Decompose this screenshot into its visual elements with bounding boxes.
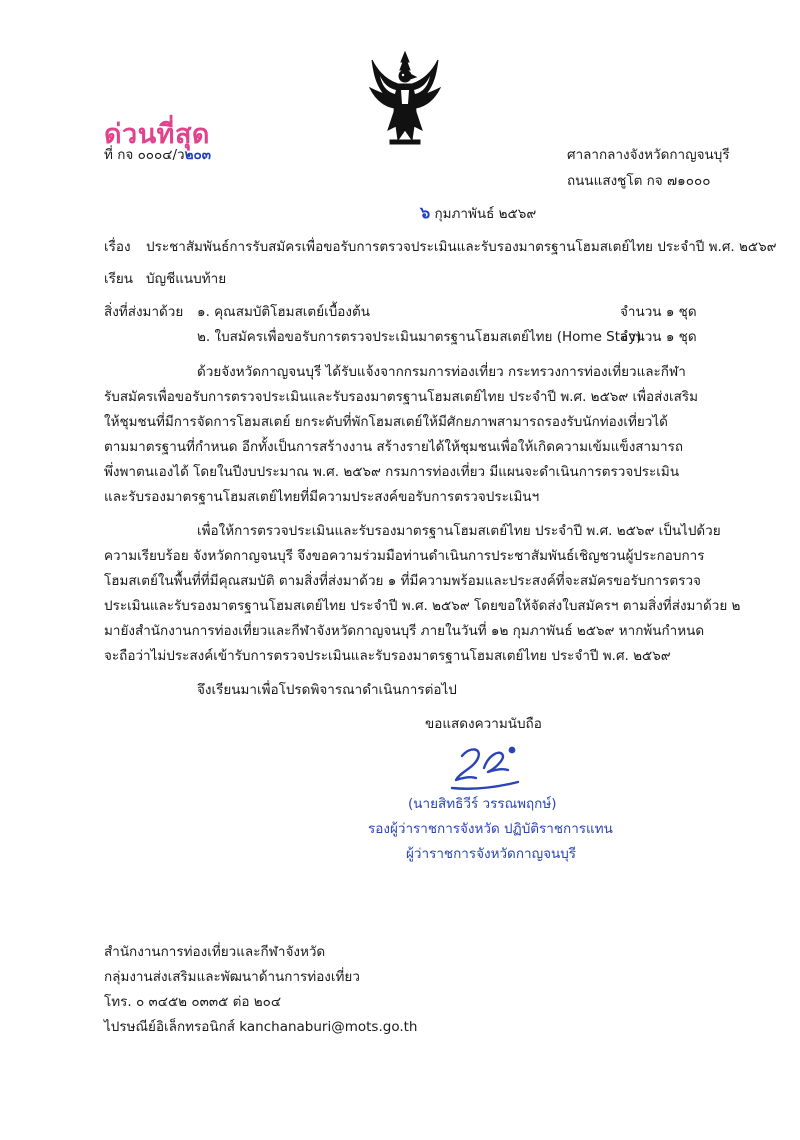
office-address: ถนนแสงชูโต กจ ๗๑๐๐๐ [567,173,711,189]
paragraph1-line: ให้ชุมชนที่มีการจัดการโฮมสเตย์ ยกระดับที่พักโฮมสเตย์ให้มีศักยภาพสามารถรองรับนักท่องเที่ยวได้ [104,414,668,430]
reference-prefix: ที่ กจ ๐๐๐๔/ว [104,147,185,163]
signer-name: (นายสิทธิวีร์ วรรณพฤกษ์) [408,796,557,812]
recipient-label: เรียน [104,271,134,287]
paragraph2-line: เพื่อให้การตรวจประเมินและรับรองมาตรฐานโฮมสเตย์ไทย ประจำปี พ.ศ. ๒๕๖๙ เป็นไปด้วย [197,523,721,539]
closing-regards: ขอแสดงความนับถือ [425,716,542,732]
urgency-stamp: ด่วนที่สุด [104,119,210,150]
paragraph2-line: จะถือว่าไม่ประสงค์เข้ารับการตรวจประเมินและรับรองมาตรฐานโฮมสเตย์ไทย ประจำปี พ.ศ. ๒๕๖๙ [104,648,671,664]
paragraph1-line: และรับรองมาตรฐานโฮมสเตย์ไทยที่มีความประสงค์ขอรับการตรวจประเมินฯ [104,489,540,505]
enclosures-label: สิ่งที่ส่งมาด้วย [104,304,184,320]
enclosure-qty-2: จำนวน ๑ ชุด [620,329,697,345]
date-handwritten-day: ๖ [420,203,431,222]
footer-email: ไปรษณีย์อิเล็กทรอนิกส์ kanchanaburi@mots.go.th [104,1019,418,1035]
paragraph1-line: รับสมัครเพื่อขอรับการตรวจประเมินและรับรองมาตรฐานโฮมสเตย์ไทย ประจำปี พ.ศ. ๒๕๖๙ เพื่อส่งเสริม [104,389,698,405]
reference-number [104,146,211,164]
office-name: ศาลากลางจังหวัดกาญจนบุรี [567,147,730,163]
paragraph1-line: พึ่งพาตนเองได้ โดยในปีงบประมาณ พ.ศ. ๒๕๖๙ กรมการท่องเที่ยว มีแผนจะดำเนินการตรวจประเมิน [104,464,680,480]
paragraph1-line: ตามมาตรฐานที่กำหนด อีกทั้งเป็นการสร้างงาน สร้างรายได้ให้ชุมชนเพื่อให้เกิดความเข้มแข็งสามารถ [104,439,684,455]
footer-phone: โทร. ๐ ๓๔๕๒ ๐๓๓๕ ต่อ ๒๐๔ [104,994,282,1010]
garuda-emblem-icon [368,50,442,146]
date-month-year: กุมภาพันธ์ ๒๕๖๙ [430,206,537,222]
recipient-text: บัญชีแนบท้าย [146,271,227,287]
footer-group: กลุ่มงานส่งเสริมและพัฒนาด้านการท่องเที่ยว [104,969,360,985]
paragraph2-line: โฮมสเตย์ในพื้นที่ที่มีคุณสมบัติ ตามสิ่งที่ส่งมาด้วย ๑ ที่มีความพร้อมและประสงค์ที่จะสมัครขอรับการตรวจ [104,573,701,589]
signer-title-governor: ผู้ว่าราชการจังหวัดกาญจนบุรี [406,846,577,862]
paragraph1-line: ด้วยจังหวัดกาญจนบุรี ได้รับแจ้งจากกรมการท่องเที่ยว กระทรวงการท่องเที่ยวและกีฬา [197,364,686,380]
enclosure-item-2: ๒. ใบสมัครเพื่อขอรับการตรวจประเมินมาตรฐานโฮมสเตย์ไทย (Home Stay) [197,329,642,345]
paragraph2-line: ความเรียบร้อย จังหวัดกาญจนบุรี จึงขอความร่วมมือท่านดำเนินการประชาสัมพันธ์เชิญชวนผู้ประกอบการ [104,548,705,564]
closing-request: จึงเรียนมาเพื่อโปรดพิจารณาดำเนินการต่อไป [197,682,457,698]
subject-label: เรื่อง [104,239,131,255]
enclosure-qty-1: จำนวน ๑ ชุด [620,304,697,320]
reference-handwritten-number: ๒๐๓ [184,147,212,163]
letter-date [420,204,536,223]
enclosure-item-1: ๑. คุณสมบัติโฮมสเตย์เบื้องต้น [197,304,370,320]
signer-title: รองผู้ว่าราชการจังหวัด ปฏิบัติราชการแทน [368,821,613,837]
subject-text: ประชาสัมพันธ์การรับสมัครเพื่อขอรับการตรวจประเมินและรับรองมาตรฐานโฮมสเตย์ไทย ประจำปี พ.ศ. ๒๕๖๙ [146,239,777,255]
handwritten-signature-icon [448,738,528,794]
paragraph2-line: ประเมินและรับรองมาตรฐานโฮมสเตย์ไทย ประจำปี พ.ศ. ๒๕๖๙ โดยขอให้จัดส่งใบสมัครฯ ตามสิ่งที่ส่งมาด้วย ๒ [104,598,741,614]
paragraph2-line: มายังสำนักงานการท่องเที่ยวและกีฬาจังหวัดกาญจนบุรี ภายในวันที่ ๑๒ กุมภาพันธ์ ๒๕๖๙ หากพ้นกำหนด [104,623,705,639]
footer-office: สำนักงานการท่องเที่ยวและกีฬาจังหวัด [104,944,326,960]
